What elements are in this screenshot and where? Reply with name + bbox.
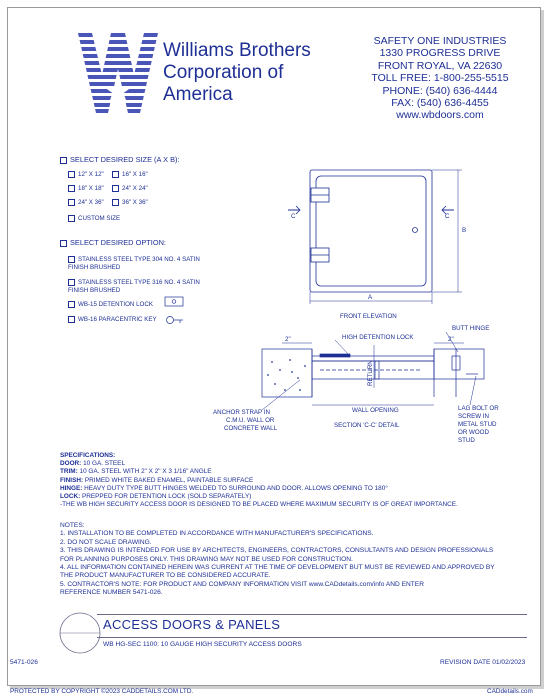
anchor-strap-label: ANCHOR STRAP IN xyxy=(213,409,270,416)
option-label: WB-16 PARACENTRIC KEY xyxy=(78,316,157,324)
spec-text: HEAVY DUTY TYPE BUTT HINGES WELDED TO SURROUND AND DOOR. ALLOWS OPENING TO 180° xyxy=(82,484,388,492)
contact-line: 1330 PROGRESS DRIVE xyxy=(379,47,501,60)
spec-row xyxy=(60,460,530,468)
notes-title: NOTES: xyxy=(60,522,85,529)
spec-label: TRIM: xyxy=(60,468,78,476)
drawing-number: 5471-026 xyxy=(10,659,38,666)
section-title: SECTION 'C-C' DETAIL xyxy=(334,422,400,429)
notes xyxy=(60,522,530,598)
spec-extra: -THE WB HIGH SECURITY ACCESS DOOR IS DESIGNED TO BE PLACED WHERE MAXIMUM SECURITY IS OF GREAT IMPORTANCE. xyxy=(60,501,458,509)
lag-bolt-label: STUD xyxy=(458,437,475,444)
spec-label: DOOR: xyxy=(60,460,82,468)
front-elevation xyxy=(288,170,462,304)
title-block-subtitle: WB HG-SEC 1100: 10 GAUGE HIGH SECURITY ACCESS DOORS xyxy=(103,641,302,648)
lag-bolt-label: OR WOOD xyxy=(458,429,489,436)
spec-text: PRIMED WHITE BAKED ENAMEL, PAINTABLE SURFACE xyxy=(83,476,254,484)
note-line: 4. ALL INFORMATION CONTAINED HEREIN WAS CURRENT AT THE TIME OF DEVELOPMENT BUT MUST BE REVIEWED AND APPROVED BY xyxy=(60,564,495,572)
lag-bolt-label: METAL STUD xyxy=(458,421,497,428)
anchor-strap-label: C.M.U. WALL OR xyxy=(226,417,275,424)
note-line: FOR PLANNING PURPOSES ONLY. THIS DRAWING MAY NOT BE USED FOR CONSTRUCTION. xyxy=(60,555,353,563)
note-line: 2. DO NOT SCALE DRAWING. xyxy=(60,538,152,546)
note-line: 5. CONTRACTOR'S NOTE: FOR PRODUCT AND COMPANY INFORMATION VISIT www.CADdetails.com/info AND ENTER xyxy=(60,580,424,588)
title-block-title: ACCESS DOORS & PANELS xyxy=(103,617,281,632)
spec-label: LOCK: xyxy=(60,493,81,501)
option-label: WB-15 DETENTION LOCK xyxy=(78,301,153,309)
option-label: FINISH BRUSHED xyxy=(68,263,121,271)
size-option-label: 18" X 18" xyxy=(78,185,104,193)
spec-label: FINISH: xyxy=(60,476,84,484)
lag-bolt-label: SCREW IN xyxy=(458,413,489,420)
paracentric-key-icon xyxy=(167,317,184,324)
spec-row xyxy=(60,477,530,485)
butt-hinge-label: BUTT HINGE xyxy=(452,325,490,332)
caddetails-link[interactable]: CADdetails.com xyxy=(487,688,533,695)
company-name-line: America xyxy=(163,84,233,105)
title-block-divider xyxy=(97,637,527,638)
note-line: REFERENCE NUMBER 5471-026. xyxy=(60,589,163,597)
spec-row xyxy=(60,485,530,493)
note-line: 1. INSTALLATION TO BE COMPLETED IN ACCORDANCE WITH MANUFACTURER'S SPECIFICATIONS. xyxy=(60,530,374,538)
contact-link[interactable]: www.wbdoors.com xyxy=(396,109,484,122)
dim-2-label: 2" xyxy=(285,336,291,343)
elevation-labels xyxy=(291,213,466,320)
size-option-label: 24" X 36" xyxy=(78,199,104,207)
spec-row xyxy=(60,493,530,501)
size-options-label: SELECT DESIRED SIZE (A X B): xyxy=(70,155,180,164)
note-line: THE PRODUCT MANUFACTURER TO BE CONSIDERED ACCURATE. xyxy=(60,572,271,580)
wall-opening-label: WALL OPENING xyxy=(352,407,399,414)
spec-text: PREPPED FOR DETENTION LOCK (SOLD SEPARATELY) xyxy=(80,493,252,501)
dim-2-label: 2" xyxy=(448,336,454,343)
contact-line: FAX: (540) 636-4455 xyxy=(391,97,489,110)
dim-a-label: A xyxy=(368,294,373,301)
spec-label: HINGE: xyxy=(60,484,83,492)
option-label: FINISH BRUSHED xyxy=(68,286,121,294)
size-option-label: 24" X 24" xyxy=(122,185,148,193)
size-option-label: CUSTOM SIZE xyxy=(78,215,121,223)
option-label: STAINLESS STEEL TYPE 316 NO. 4 SATIN xyxy=(78,279,200,287)
desired-options-label: SELECT DESIRED OPTION: xyxy=(70,238,166,247)
contact-line: FRONT ROYAL, VA 22630 xyxy=(377,59,503,72)
spec-row xyxy=(60,468,530,476)
revision-date: REVISION DATE 01/02/2023 xyxy=(440,659,526,666)
return-label: RETURN xyxy=(367,360,374,386)
contact-line: SAFETY ONE INDUSTRIES xyxy=(373,35,507,47)
option-label: STAINLESS STEEL TYPE 304 NO. 4 SATIN xyxy=(78,256,200,264)
size-option-label: 16" X 16" xyxy=(122,171,148,179)
title-block-divider xyxy=(97,614,527,615)
elevation-title: FRONT ELEVATION xyxy=(340,313,397,320)
note-line: 3. THIS DRAWING IS INTENDED FOR USE BY ARCHITECTS, ENGINEERS, CONTRACTORS, CONSULTANTS AND DESIGN PROFESSIONALS xyxy=(60,547,494,555)
spec-text: 10 GA. STEEL xyxy=(81,460,126,468)
copyright-notice: PROTECTED BY COPYRIGHT ©2023 CADDETAILS.COM LTD. xyxy=(10,688,194,695)
lag-bolt-label: LAG BOLT OR xyxy=(458,405,499,412)
detention-lock-icon xyxy=(165,297,183,306)
size-option-label: 36" X 36" xyxy=(122,199,148,207)
spec-title: SPECIFICATIONS: xyxy=(60,452,116,459)
section-c-label: C xyxy=(445,213,450,220)
dim-b-label: B xyxy=(462,227,467,234)
company-name-line: Williams Brothers xyxy=(163,40,311,61)
company-name-line: Corporation of xyxy=(163,62,284,83)
specifications xyxy=(60,452,530,509)
spec-text: 10 GA. STEEL WITH 2" X 2" X 3 1/16" ANGLE xyxy=(77,468,212,476)
contact-line: PHONE: (540) 636-4444 xyxy=(382,84,498,97)
section-c-label: C xyxy=(291,213,296,220)
detention-lock-label: HIGH DETENTION LOCK xyxy=(342,334,414,341)
anchor-strap-label: CONCRETE WALL xyxy=(224,425,278,432)
contact-line: TOLL FREE: 1-800-255-5515 xyxy=(371,72,509,85)
size-option-label: 12" X 12" xyxy=(78,171,104,179)
